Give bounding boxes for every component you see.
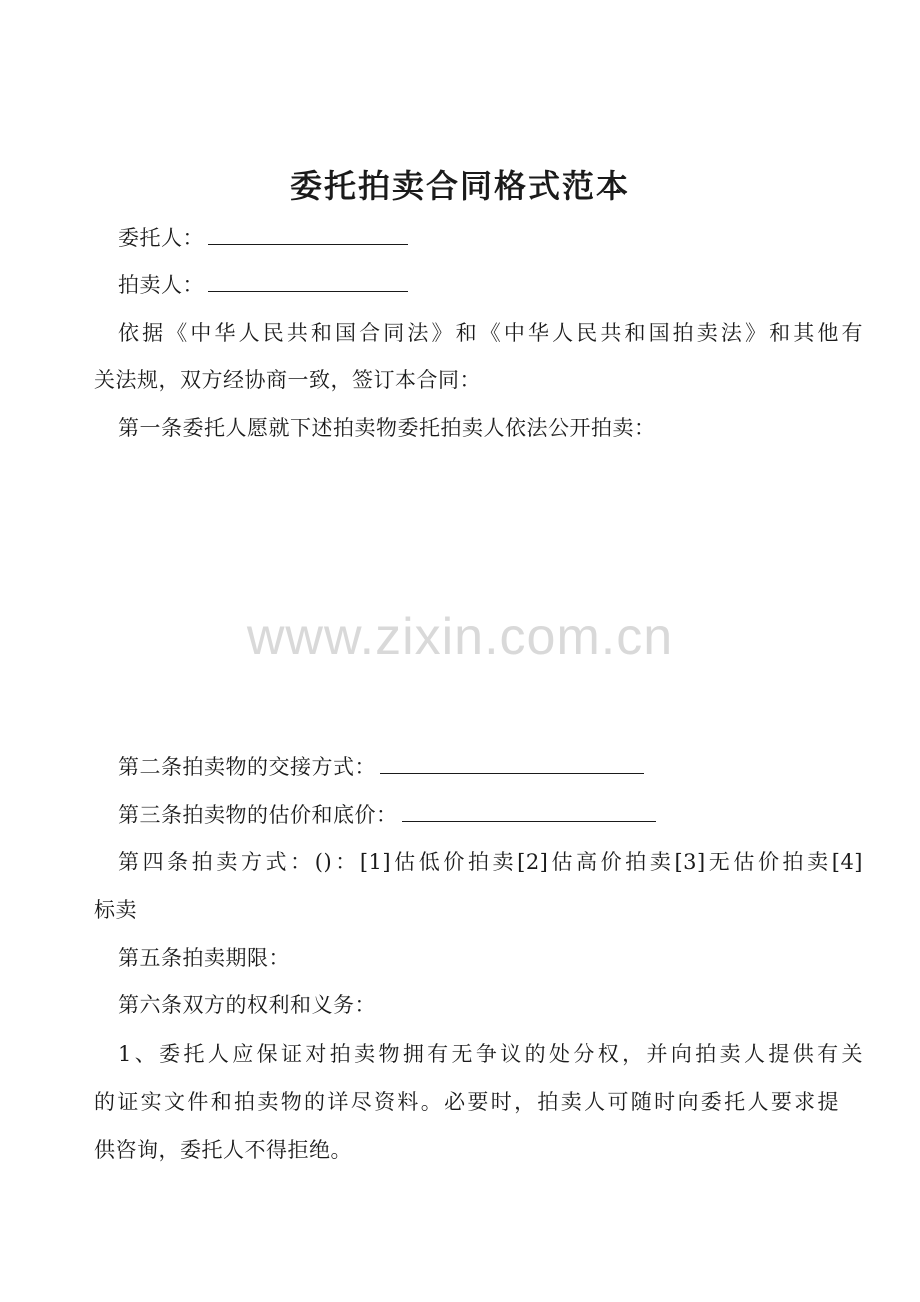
article-3-line <box>94 791 863 839</box>
principal-blank <box>208 224 408 245</box>
principal-label: 委托人： <box>118 226 204 250</box>
article-1: 第一条委托人愿就下述拍卖物委托拍卖人依法公开拍卖： <box>118 416 656 440</box>
document-title: 委托拍卖合同格式范本 <box>289 167 630 205</box>
clause-1-line-1: 1、委托人应保证对拍卖物拥有无争议的处分权，并向拍卖人提供有关 <box>118 1042 863 1066</box>
clause-1-line-3: 供咨询，委托人不得拒绝。 <box>94 1138 352 1162</box>
article-4-line-1: 第四条拍卖方式：()：[1]估低价拍卖[2]估高价拍卖[3]无估价拍卖[4] <box>118 850 863 874</box>
preamble-line-2: 关法规，双方经协商一致，签订本合同： <box>94 368 481 392</box>
article-2-line <box>94 743 863 791</box>
article-3-blank <box>402 801 656 822</box>
auctioneer-blank <box>208 271 408 292</box>
article-3-label: 第三条拍卖物的估价和底价： <box>118 803 398 827</box>
watermark: www.zixin.com.cn <box>246 608 674 666</box>
article-2-blank <box>380 753 644 774</box>
article-5: 第五条拍卖期限： <box>118 946 290 970</box>
principal-line <box>94 214 863 262</box>
clause-1-line-2: 的证实文件和拍卖物的详尽资料。必要时，拍卖人可随时向委托人要求提 <box>94 1090 839 1114</box>
auctioneer-line <box>94 261 863 309</box>
preamble-line-1: 依据《中华人民共和国合同法》和《中华人民共和国拍卖法》和其他有 <box>118 321 863 345</box>
auctioneer-label: 拍卖人： <box>118 273 204 297</box>
article-6: 第六条双方的权利和义务： <box>118 993 376 1017</box>
article-4-line-2: 标卖 <box>94 898 137 922</box>
article-2-label: 第二条拍卖物的交接方式： <box>118 755 376 779</box>
